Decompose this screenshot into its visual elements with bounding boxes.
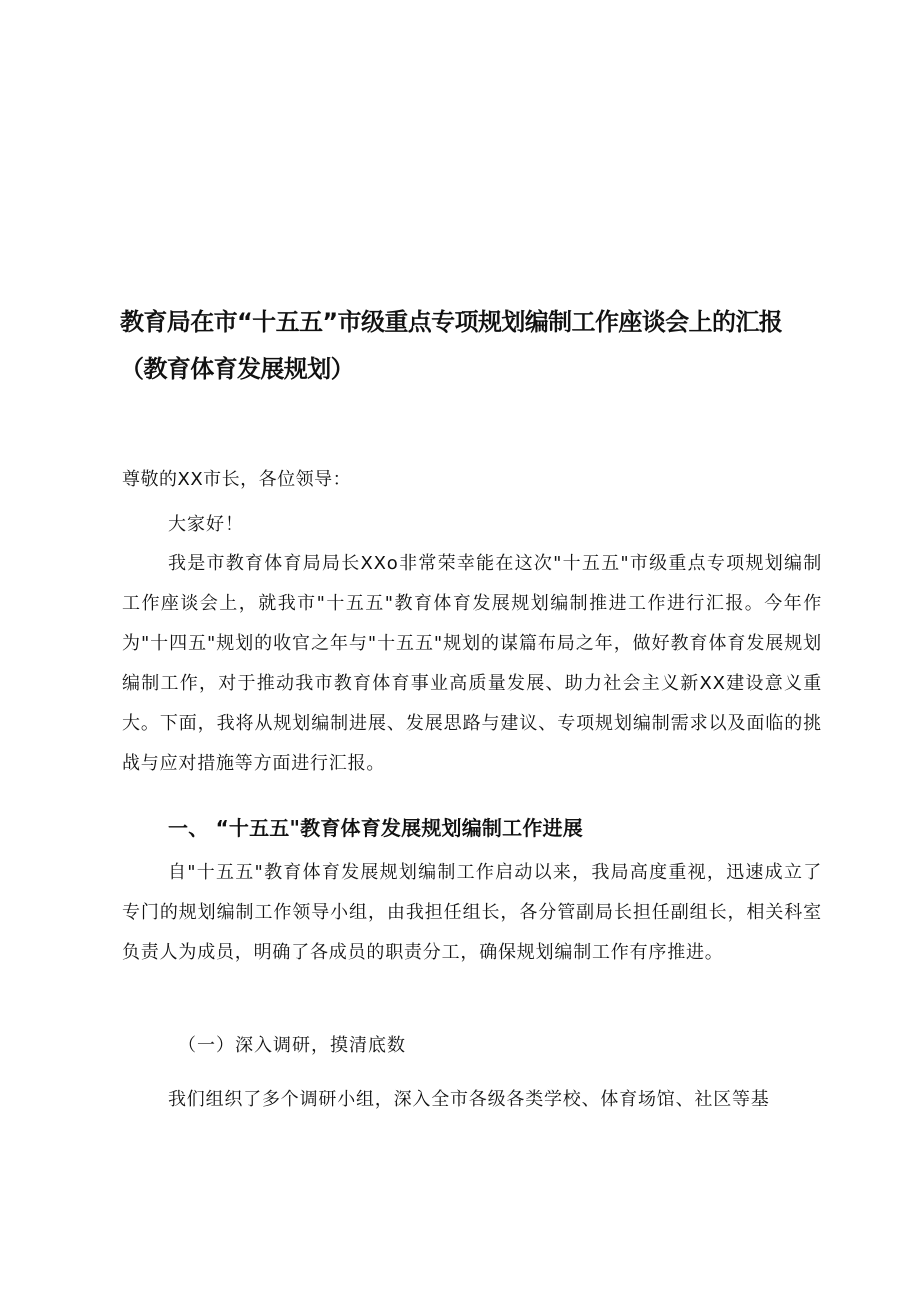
intro-paragraph: 我是市教育体育局局长XXo非常荣幸能在这次"十五五"市级重点专项规划编制工作座谈会上，就我市"十五五"教育体育发展规划编制推进工作进行汇报。今年作为"十四五"规划的收官之年与"十五五"规划的谋篇布局之年，做好教育体育发展规划编制工作，对于推动我市教育体育事业高质量发展、助力社会主义新XX建设意义重大。下面，我将从规划编制进展、发展思路与建议、专项规划编制需求以及面临的挑战与应对措施等方面进行汇报。: [122, 553, 822, 774]
document-title-line-2: （教育体育发展规划）: [120, 355, 354, 383]
subsection-1-heading: （一）深入调研，摸清底数: [178, 1035, 406, 1056]
section-1-heading: 一、 “十五五"教育体育发展规划编制工作进展: [168, 816, 583, 840]
section-1-paragraph: 自"十五五"教育体育发展规划编制工作启动以来，我局高度重视，迅速成立了专门的规划编制工作领导小组，由我担任组长，各分管副局长担任副组长，相关科室负责人为成员，明确了各成员的职责分工，确保规划编制工作有序推进。: [122, 862, 822, 963]
document-title-line-1: 教育局在市“十五五”市级重点专项规划编制工作座谈会上的汇报: [120, 308, 783, 336]
salutation: 尊敬的XX市长，各位领导：: [122, 469, 352, 490]
subsection-1-paragraph: 我们组织了多个调研小组，深入全市各级各类学校、体育场馆、社区等基: [168, 1089, 770, 1110]
greeting: 大家好！: [168, 514, 244, 535]
